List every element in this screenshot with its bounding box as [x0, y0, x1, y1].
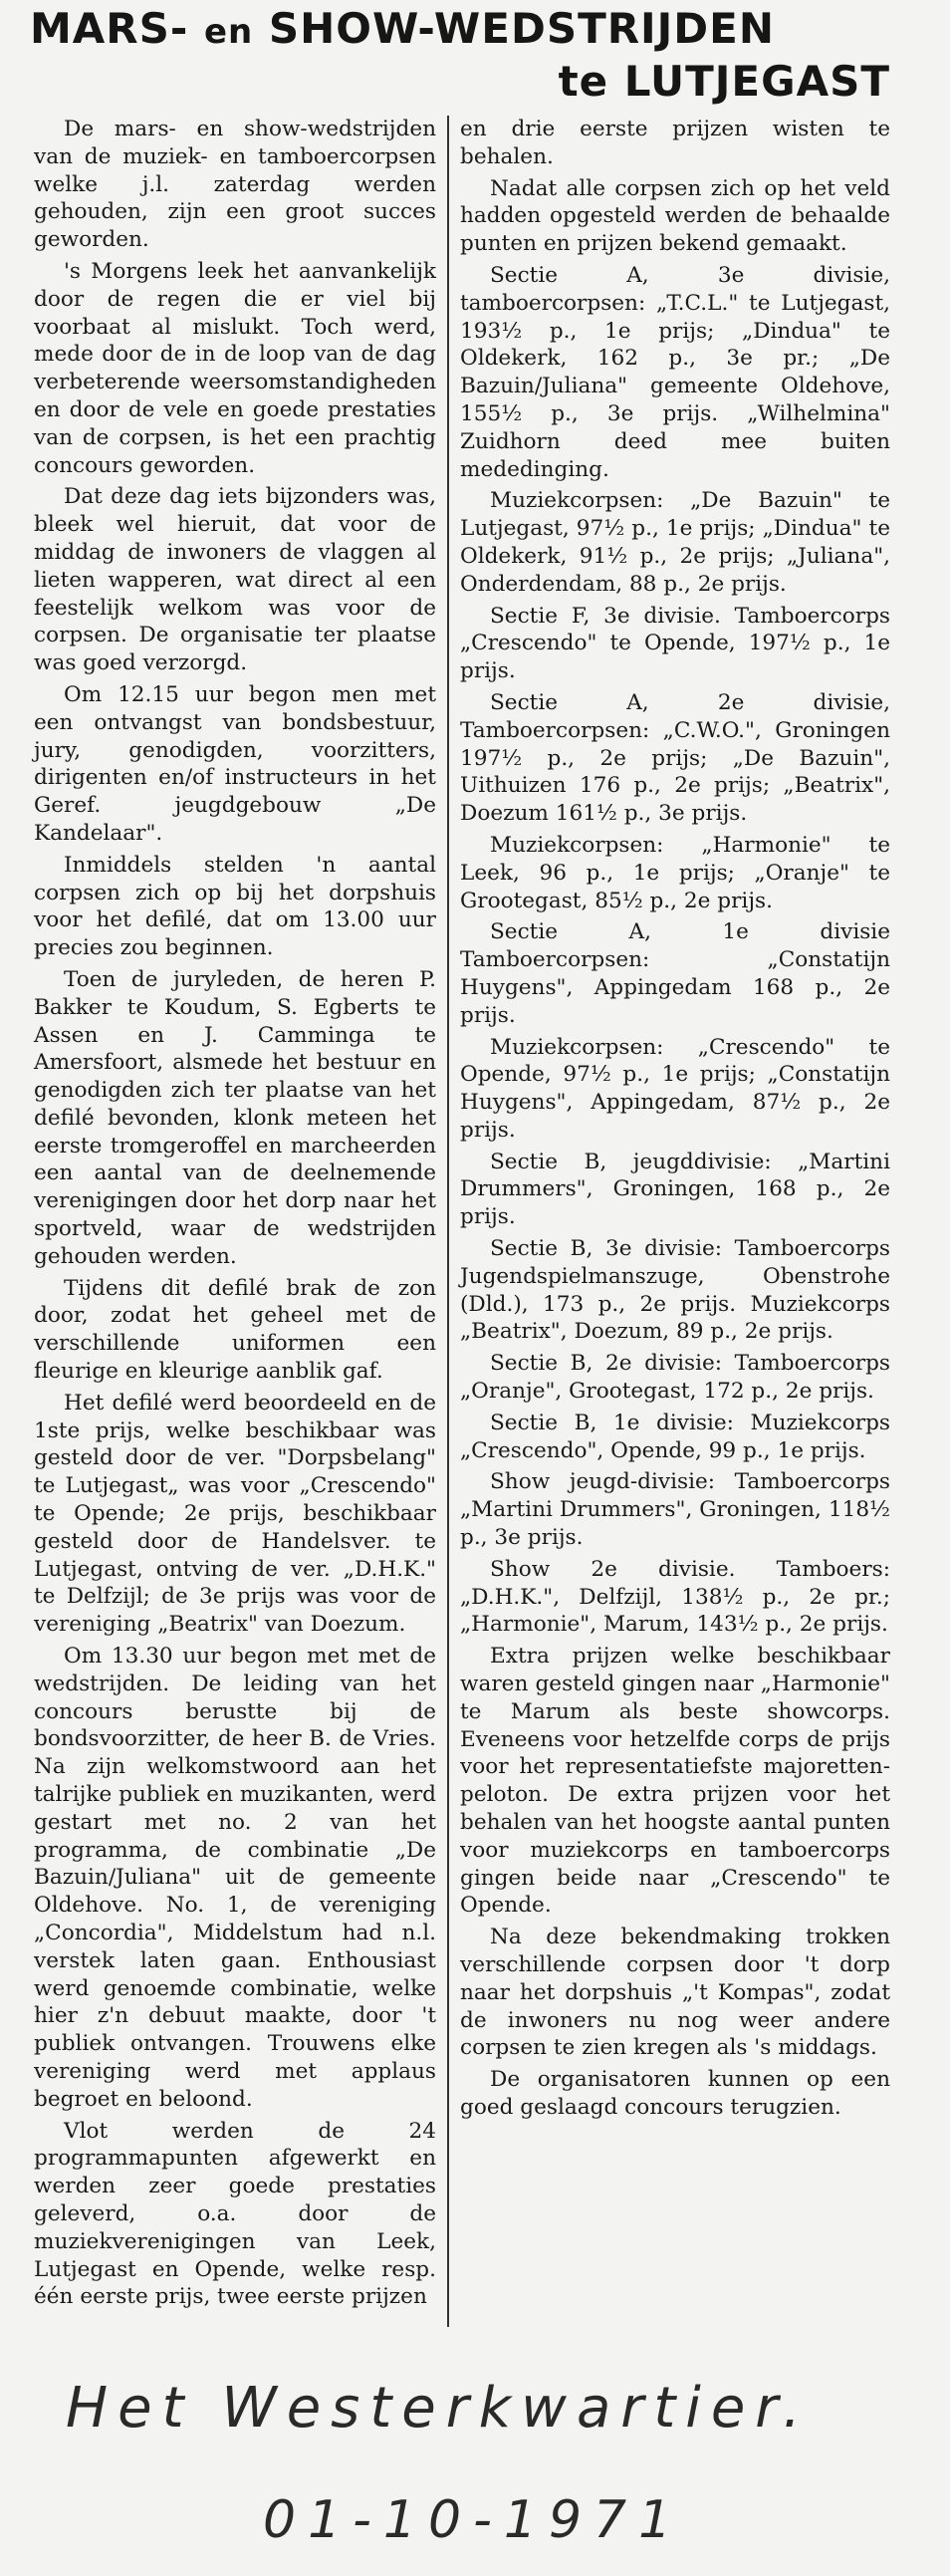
paragraph: Om 12.15 uur begon men met een ontvangst van bondsbestuur, jury, genodigden, voorzitters, dirigenten en/of instructeurs in het Geref. jeugdgebouw „De Kandelaar".: [34, 681, 436, 846]
result-entry: Sectie B, jeugddivisie: „Martini Drummers", Groningen, 168 p., 2e prijs.: [460, 1149, 890, 1230]
paragraph: De mars- en show-wedstrijden van de muziek- en tamboercorpsen welke j.l. zaterdag werden gehouden, zijn een groot succes geworden.: [34, 117, 436, 253]
headline-word-mars: MARS-: [30, 4, 189, 53]
result-entry: Show jeugd-divisie: Tamboercorps „Martini Drummers", Groningen, 118½ p., 3e prijs.: [460, 1469, 890, 1551]
result-entry: Sectie A, 2e divisie, Tamboercorpsen: „C.W.O.", Groningen 197½ p., 2e prijs; „De Bazuin", Uithuizen 176 p., 2e prijs; „Beatrix", Doezum 161½ p., 3e prijs.: [460, 689, 890, 827]
headline: [30, 4, 890, 107]
paragraph: Het defilé werd beoordeeld en de 1ste prijs, welke beschikbaar was gesteld door de ver. "Dorpsbelang" te Lutjegast„ was voor „Crescendo" te Opende; 2e prijs, beschikbaar gesteld door de Handelsver. te Lutjegast, ontving de ver. „D.H.K." te Delfzijl; de 3e prijs was voor de vereniging „Beatrix" van Doezum.: [34, 1390, 436, 1638]
result-entry: Muziekcorpsen: „Crescendo" te Opende, 97½ p., 1e prijs; „Constatijn Huygens", Appingedam, 87½ p., 2e prijs.: [460, 1034, 890, 1143]
handwritten-date-note: 01-10-1971: [263, 2490, 684, 2550]
left-column: [34, 116, 436, 2311]
column-divider: [447, 116, 449, 2327]
result-entry: Muziekcorpsen: „Harmonie" te Leek, 96 p., 1e prijs; „Oranje" te Grootegast, 85½ p., 2e prijs.: [460, 832, 890, 913]
right-column: [460, 116, 890, 2122]
result-entry: Sectie B, 1e divisie: Muziekcorps „Crescendo", Opende, 99 p., 1e prijs.: [460, 1410, 890, 1463]
paragraph: Extra prijzen welke beschikbaar waren gesteld gingen naar „Harmonie" te Marum als beste showcorps. Eveneens voor hetzelfde corps de prijs voor het representatiefste majoretten-peloton. De extra prijzen voor het behalen van het hoogste aantal punten voor muziekcorps en tamboercorps gingen beide naar „Crescendo" te Opende.: [460, 1644, 890, 1919]
handwritten-source-note: Het Westerkwartier.: [66, 2376, 811, 2441]
result-entry: Sectie A, 3e divisie, tamboercorpsen: „T.C.L." te Lutjegast, 193½ p., 1e prijs; „Dindua" te Oldekerk, 162 p., 3e pr.; „De Bazuin/Juliana" gemeente Oldehove, 155½ p., 3e prijs. „Wilhelmina" Zuidhorn deed mee buiten mededinging.: [460, 262, 890, 482]
paragraph: Inmiddels stelden 'n aantal corpsen zich op bij het dorpshuis voor het defilé, dat om 13.00 uur precies zou beginnen.: [34, 852, 436, 961]
paragraph: Vlot werden de 24 programmapunten afgewerkt en werden zeer goede prestaties geleverd, o.a. door de muziekverenigingen van Leek, Lutjegast en Opende, welke resp. één eerste prijs, twee eerste prijzen: [34, 2118, 436, 2310]
paragraph: Toen de juryleden, de heren P. Bakker te Koudum, S. Egberts te Assen en J. Camminga te Amersfoort, alsmede het bestuur en genodigden zich ter plaatse van het defilé bevonden, klonk meteen het eerste tromgeroffel en marcheerden een aantal van de deelnemende verenigingen door het dorp naar het sportveld, waar de wedstrijden gehouden werden.: [34, 966, 436, 1269]
result-entry: Show 2e divisie. Tamboers: „D.H.K.", Delfzijl, 138½ p., 2e pr.; „Harmonie", Marum, 143½ p., 2e prijs.: [460, 1556, 890, 1638]
paragraph: De organisatoren kunnen op een goed geslaagd concours terugzien.: [460, 2067, 890, 2120]
paragraph: Dat deze dag iets bijzonders was, bleek wel hieruit, dat voor de middag de inwoners de vlaggen al lieten wapperen, wat direct al een feestelijk welkom was voor de corpsen. De organisatie ter plaatse was goed verzorgd.: [34, 484, 436, 676]
paragraph: Nadat alle corpsen zich op het veld hadden opgesteld werden de behaalde punten en prijzen bekend gemaakt.: [460, 175, 890, 257]
result-entry: Muziekcorpsen: „De Bazuin" te Lutjegast, 97½ p., 1e prijs; „Dindua" te Oldekerk, 91½ p., 2e prijs; „Juliana", Onderdendam, 88 p., 2e prijs.: [460, 488, 890, 597]
paragraph: Tijdens dit defilé brak de zon door, zodat het geheel met de verschillende uniformen een fleurige en kleurige aanblik gaf.: [34, 1275, 436, 1385]
result-entry: Sectie F, 3e divisie. Tamboercorps „Crescendo" te Opende, 197½ p., 1e prijs.: [460, 603, 890, 684]
headline-word-show: SHOW-WEDSTRIJDEN: [268, 4, 776, 53]
headline-line-1: [30, 4, 890, 57]
paragraph: Om 13.30 uur begon met met de wedstrijden. De leiding van het concours berustte bij de bondsvoorzitter, de heer B. de Vries. Na zijn welkomstwoord aan het talrijke publiek en muzikanten, werd gestart met no. 2 van het programma, de combinatie „De Bazuin/Juliana" uit de gemeente Oldehove. No. 1, de vereniging „Concordia", Middelstum had n.l. verstek laten gaan. Enthousiast werd genoemde combinatie, welke hier z'n debuut maakte, door 't publiek ontvangen. Trouwens elke vereniging werd met applaus begroet en beloond.: [34, 1644, 436, 2112]
paragraph: Na deze bekendmaking trokken verschillende corpsen door 't dorp naar het dorpshuis „'t Kompas", zodat de inwoners nu nog weer andere corpsen te zien kregen als 's middags.: [460, 1925, 890, 2061]
paragraph: 's Morgens leek het aanvankelijk door de regen die er viel bij voorbaat al mislukt. Toch werd, mede door de in de loop van de dag verbeterende weersomstandigheden en door de vele en goede prestaties van de corpsen, is het een prachtig concours geworden.: [34, 258, 436, 478]
result-entry: Sectie B, 3e divisie: Tamboercorps Jugendspielmanszuge, Obenstrohe (Dld.), 173 p., 2e prijs. Muziekcorps „Beatrix", Doezum, 89 p., 2e prijs.: [460, 1236, 890, 1345]
headline-word-en: en: [203, 12, 254, 52]
paragraph: en drie eerste prijzen wisten te behalen.: [460, 117, 890, 169]
headline-line-2: te LUTJEGAST: [558, 57, 890, 106]
result-entry: Sectie B, 2e divisie: Tamboercorps „Oranje", Grootegast, 172 p., 2e prijs.: [460, 1351, 890, 1405]
result-entry: Sectie A, 1e divisie Tamboercorpsen: „Constatijn Huygens", Appingedam 168 p., 2e prijs.: [460, 919, 890, 1028]
